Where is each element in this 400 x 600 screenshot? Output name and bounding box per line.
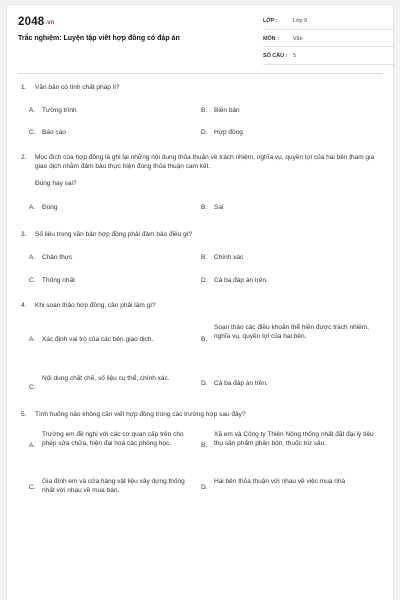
option-text: Báo cáo <box>42 129 66 136</box>
option-text: Tường trình <box>42 107 77 114</box>
option-letter: D. <box>201 380 208 387</box>
option-text: Thống nhất <box>42 277 75 284</box>
meta-row-count <box>263 51 395 65</box>
meta-table <box>263 16 395 69</box>
worksheet-page <box>6 4 394 600</box>
option-text: Xác định vai trò của các bên giao dịch. <box>42 336 154 343</box>
meta-value: Lớp 9 <box>293 18 308 24</box>
question-number: 2. <box>21 154 27 161</box>
meta-value: 5 <box>293 53 296 59</box>
option-letter: C. <box>29 129 36 136</box>
option-letter: A. <box>29 254 36 261</box>
question-number: 5. <box>21 411 27 418</box>
option-letter: C. <box>29 384 36 391</box>
option-letter: A. <box>29 204 36 211</box>
option-letter: B. <box>201 107 208 114</box>
option-text: Nội dung chặt chẽ, số liệu cụ thể, chính xác. <box>42 375 170 382</box>
meta-value: Văn <box>293 35 303 42</box>
site-logo[interactable]: 2048.vn <box>18 16 55 28</box>
option-letter: D. <box>201 277 208 284</box>
option-text: Chân thực <box>42 254 73 261</box>
question-subtext: Đúng hay sai? <box>35 180 77 187</box>
option-text: Sai <box>214 204 224 211</box>
header <box>18 16 383 66</box>
option-letter: C. <box>29 484 36 491</box>
question-number: 4. <box>21 302 27 309</box>
option-text: Chính xác <box>214 254 244 261</box>
meta-row-subject <box>263 34 395 48</box>
option-letter: A. <box>29 442 36 449</box>
option-text: Hai bên thỏa thuận với nhau về việc mua nhà <box>214 478 346 485</box>
question-text: Văn bản có tính chất pháp lí? <box>35 84 120 91</box>
option-letter: C. <box>29 277 36 284</box>
option-text: Hợp đồng <box>214 129 243 136</box>
option-text: Gia đình em và cửa hàng vật liệu xây dựng thống nhất với nhau về mua bán. <box>42 478 185 494</box>
option-text: Cả ba đáp án trên. <box>214 380 268 387</box>
question-number: 1. <box>21 84 27 91</box>
option-text: Soạn thảo các điều khoản thể hiện được trách nhiệm, nghĩa vụ, quyền lợi của hai bên. <box>214 324 369 340</box>
option-text: Cả ba đáp án trên. <box>214 277 268 284</box>
option-letter: D. <box>201 129 208 136</box>
option-text: Xã em và Công ty Thiên Nông thống nhất đặt đại lý tiêu thụ sản phẩm phân bón, thuốc trừ sâu. <box>214 431 374 447</box>
option-letter: B. <box>201 442 208 449</box>
option-letter: B. <box>201 254 208 261</box>
option-letter: B. <box>201 204 208 211</box>
meta-key: LỚP : <box>263 18 278 24</box>
option-letter: A. <box>29 107 36 114</box>
question-number: 3. <box>21 231 27 238</box>
page-title: Trắc nghiệm: Luyện tập viết hợp đồng có đáp án <box>18 35 180 42</box>
meta-key: SỐ CÂU : <box>263 53 288 59</box>
question-text: Số liệu trong văn bản hợp đồng phải đảm bảo điều gì? <box>35 231 193 238</box>
option-letter: A. <box>29 336 36 343</box>
meta-row-class <box>263 16 395 30</box>
question-text: Khi soạn thảo hợp đồng, cần phải làm gì? <box>35 302 156 309</box>
header-divider <box>18 73 383 74</box>
option-text: Đúng <box>42 204 58 211</box>
option-letter: B. <box>201 336 208 343</box>
meta-key: MÔN : <box>263 35 279 42</box>
option-text: Trường em đề nghị với các cơ quan cấp trên cho phép sửa chữa, hiện đại hoá các phòng học. <box>42 431 184 447</box>
option-text: Biên bản <box>214 107 240 114</box>
question-text: Tình huống nào không cần viết hợp đồng trong các trường hợp sau đây? <box>35 411 246 418</box>
option-letter: D. <box>201 484 208 491</box>
question-text: Mục đích của hợp đồng là ghi lại những nội dung thỏa thuận về trách nhiệm, nghĩa vụ, quyền lợi của hai bên tham gia giao dịch nhằm đảm bảo thực hiện đúng thỏa thuận cam kết. <box>35 154 375 170</box>
